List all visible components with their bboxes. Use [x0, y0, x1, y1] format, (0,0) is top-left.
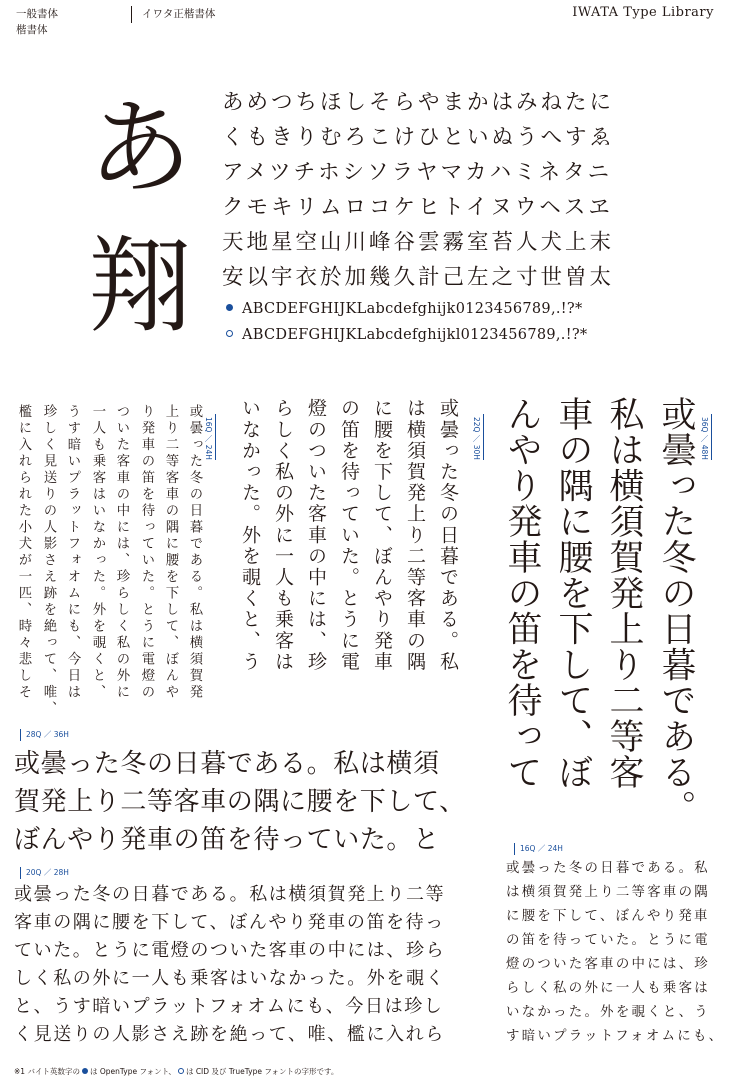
big-glyph-a: あ: [87, 87, 192, 209]
size-label-36q-vertical: 36Q ／ 48H: [700, 414, 712, 460]
footnote: [14, 1066, 338, 1077]
category-line-kaisho: 楷書体: [16, 24, 48, 36]
v36-column: 車の隅に腰を下して、ぼ: [553, 396, 593, 790]
h28-line: ぼんやり発車の笛を待っていた。と: [14, 825, 440, 855]
size-label-16q-horizontal: 16Q ／ 24H: [514, 843, 563, 855]
truetype-circle-icon: [178, 1068, 184, 1074]
v16-column: り発車の笛を待っていた。とうに電燈の: [139, 404, 154, 701]
specimen-line: くもきりむろこけひといぬうへすゑ: [222, 125, 615, 150]
category-line-general: 一般書体: [16, 8, 58, 20]
h28-line: 或曇った冬の日暮である。私は横須: [14, 749, 440, 779]
h20-line: ていた。とうに電燈のついた客車の中には、珍ら: [14, 940, 446, 961]
v22-column: 或曇った冬の日暮である。私: [437, 398, 459, 673]
h16-line: の笛を待っていた。とうに電: [506, 933, 710, 948]
h16-line: 或曇った冬の日暮である。私: [506, 861, 710, 876]
v36-column: 私は横須賀発上り二等客: [604, 396, 644, 790]
v22-column: は横須賀発上り二等客車の隅: [404, 398, 426, 673]
specimen-line: クモキリムロコケヒトイヌウヘスヱ: [222, 195, 613, 220]
h16-line: らしく私の外に一人も乗客は: [506, 981, 710, 996]
h16-line: いなかった。外を覗くと、う: [506, 1005, 710, 1020]
latin-truetype-line: [226, 328, 587, 343]
h28-line: 賀発上り二等客車の隅に腰を下して、: [14, 787, 466, 817]
specimen-line: あめつちほしそらやまかはみねたに: [222, 90, 615, 115]
footnote-part2: は OpenType フォント、: [89, 1067, 176, 1076]
v22-column: の笛を待っていた。とうに電: [338, 398, 360, 673]
h16-line: す暗いプラットフォオムにも、: [506, 1029, 725, 1044]
font-name: イワタ正楷書体: [142, 8, 216, 20]
h16-line: に腰を下して、ぼんやり発車: [506, 909, 710, 924]
size-label-16q-vertical: 16Q ／ 24H: [204, 414, 216, 460]
truetype-circle-icon: [226, 330, 233, 337]
footnote-part1: ※1 バイト英数字の: [14, 1067, 80, 1076]
size-label-28q: 28Q ／ 36H: [20, 729, 69, 741]
v16-column: 或曇った冬の日暮である。私は横須賀発: [187, 404, 202, 701]
v22-column: 燈のついた客車の中には、珍: [305, 398, 327, 673]
specimen-line: 天地星空山川峰谷雲霧室苔人犬上末: [222, 230, 615, 255]
v22-column: らしく私の外に一人も乗客は: [272, 398, 294, 673]
category-labels: [16, 6, 58, 38]
specimen-line: アメツチホシソラヤマカハミネタニ: [222, 160, 613, 185]
size-label-22q-vertical: 22Q ／ 30H: [472, 414, 484, 460]
v16-column: 珍しく見送りの人影さえ跡を絶って、唯、: [41, 404, 56, 718]
h20-line: と、うす暗いプラットフォオムにも、今日は珍し: [14, 996, 444, 1017]
v22-column: いなかった。外を覗くと、う: [239, 398, 261, 673]
latin-opentype-line: [226, 302, 583, 317]
v16-column: うす暗いプラットフォオムにも、今日は: [65, 404, 80, 701]
size-label-20q: 20Q ／ 28H: [20, 867, 69, 879]
v16-column: ついた客車の中には、珍らしく私の外に: [114, 404, 129, 701]
v16-column: 檻に入れられた小犬が一匹、時々悲しそ: [16, 404, 31, 701]
v22-column: に腰を下して、ぼんやり発車: [371, 398, 393, 673]
big-glyph-sho: 翔: [87, 225, 192, 347]
v16-column: 一人も乗客はいなかった。外を覗くと、: [90, 404, 105, 701]
v16-column: 上り二等客車の隅に腰を下して、ぼんや: [163, 404, 178, 701]
h20-line: しく私の外に一人も乗客はいなかった。外を覗く: [14, 968, 446, 989]
specimen-line: 安以宇衣於加幾久計己左之寸世曽太: [222, 265, 615, 290]
v36-column: んやり発車の笛を待って: [502, 396, 542, 790]
h20-line: 或曇った冬の日暮である。私は横須賀発上り二等: [14, 884, 446, 905]
h20-line: く見送りの人影さえ跡を絶って、唯、檻に入れら: [14, 1024, 445, 1045]
latin-truetype-text: ABCDEFGHIJKLabcdefghijkl0123456789,.!?*: [242, 327, 588, 343]
h16-line: は横須賀発上り二等客車の隅: [506, 885, 710, 900]
h16-line: 燈のついた客車の中には、珍: [506, 957, 710, 972]
footnote-part3: は CID 及び TrueType フォントの字形です。: [185, 1067, 339, 1076]
h20-line: 客車の隅に腰を下して、ぼんやり発車の笛を待っ: [14, 912, 445, 933]
library-title: IWATA Type Library: [572, 5, 714, 20]
latin-opentype-text: ABCDEFGHIJKLabcdefghijk0123456789,.!?*: [242, 301, 583, 317]
v36-column: 或曇った冬の日暮である。: [656, 396, 696, 826]
opentype-dot-icon: [82, 1068, 88, 1074]
opentype-dot-icon: [226, 304, 233, 311]
header-divider: [131, 6, 132, 23]
